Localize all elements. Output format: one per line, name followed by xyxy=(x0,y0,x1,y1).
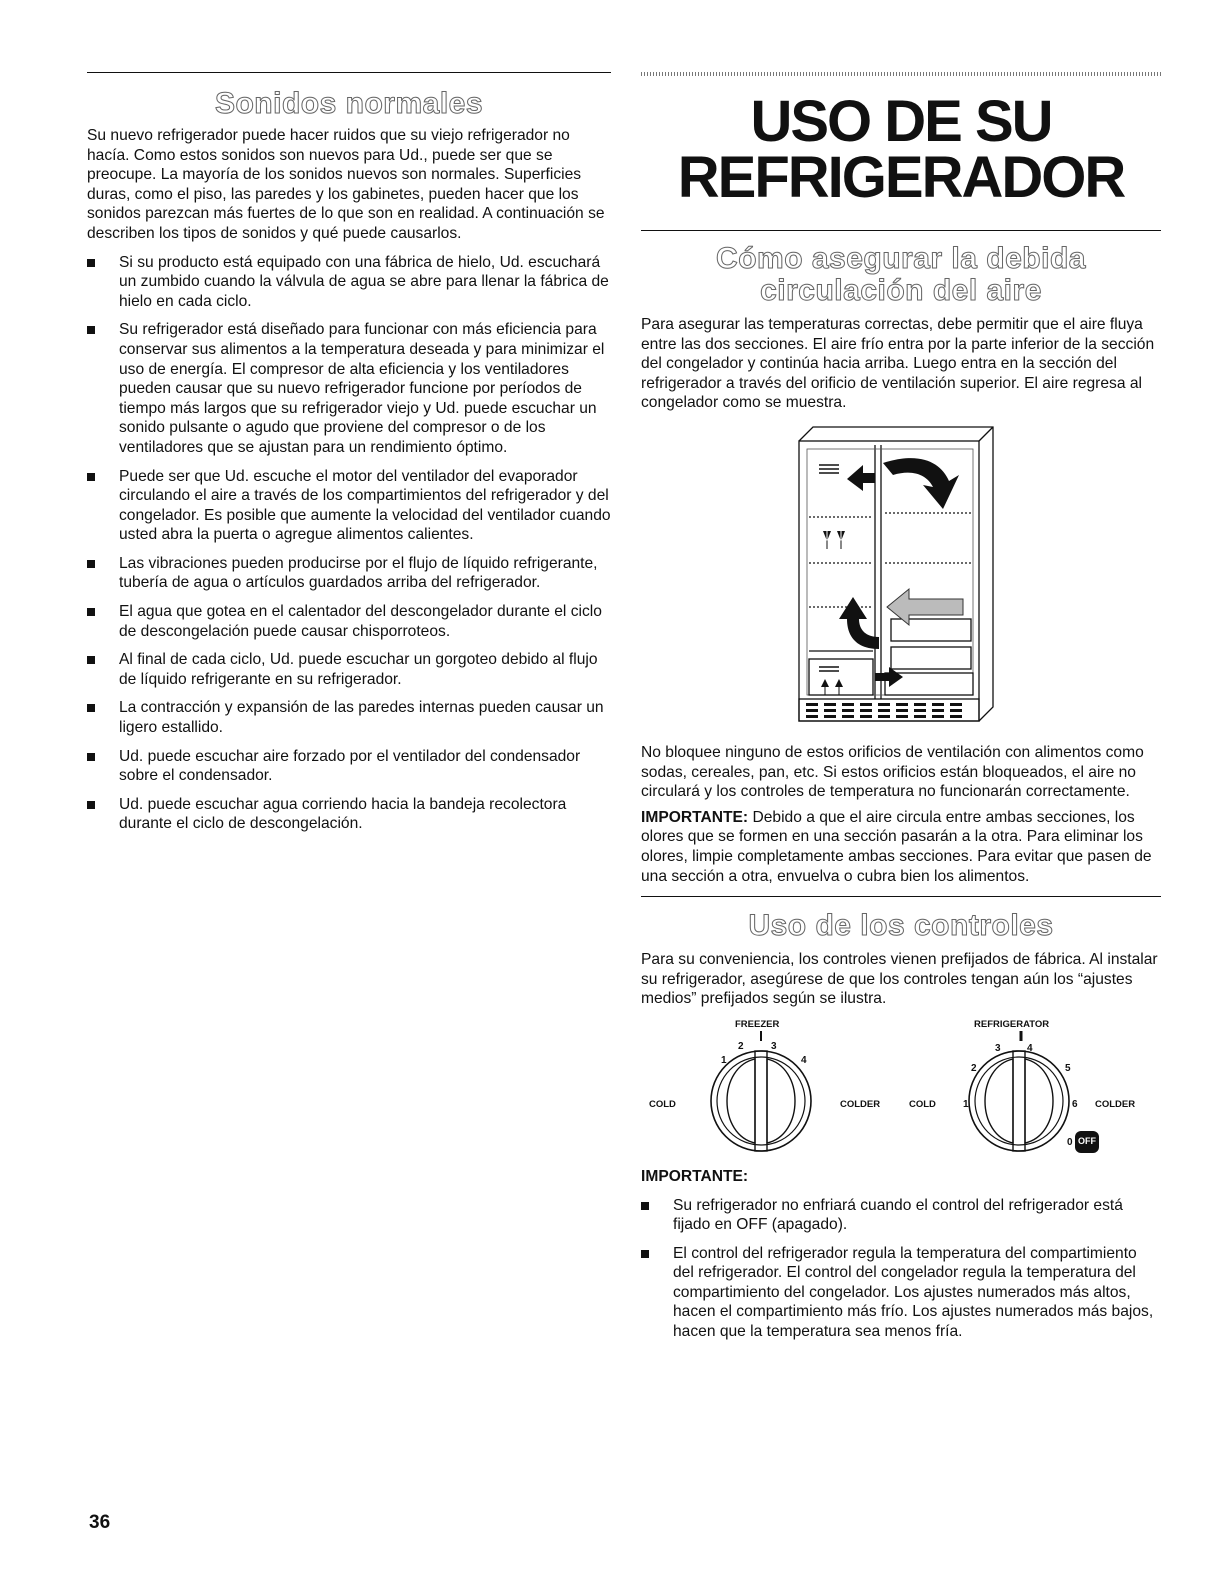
section-rule xyxy=(641,896,1161,897)
airflow-diagram xyxy=(641,423,1161,733)
freezer-cold-label: COLD xyxy=(649,1098,676,1110)
bullet-icon xyxy=(87,801,95,809)
bullet-icon xyxy=(87,608,95,616)
bullet-icon xyxy=(641,1202,649,1210)
bullet-icon xyxy=(87,753,95,761)
refrigerator-airflow-illustration xyxy=(641,423,1161,733)
list-item: Al final de cada ciclo, Ud. puede escuchar un gorgoteo debido al flujo de líquido refrigerante en su refrigerador. xyxy=(87,650,611,689)
bullet-icon xyxy=(87,704,95,712)
freezer-label: FREEZER xyxy=(735,1018,780,1030)
controls-heading: Uso de los controles xyxy=(748,909,1054,943)
list-item: Ud. puede escuchar agua corriendo hacia la bandeja recolectora durante el ciclo de descongelación. xyxy=(87,795,611,834)
list-item: La contracción y expansión de las paredes internas pueden causar un ligero estallido. xyxy=(87,698,611,737)
normal-sounds-list xyxy=(87,253,611,834)
dotted-rule xyxy=(641,72,1161,76)
normal-sounds-heading: Sonidos normales xyxy=(214,87,484,120)
page-number: 36 xyxy=(89,1512,111,1533)
bullet-icon xyxy=(641,1250,649,1258)
bullet-icon xyxy=(87,656,95,664)
temperature-dials: FREEZER REFRIGERATOR COLD COLDER COLD COLDER 1 2 3 4 1 2 3 4 5 6 0 OFF xyxy=(641,1015,1161,1165)
bullet-icon xyxy=(87,473,95,481)
list-item: Su refrigerador está diseñado para funcionar con más eficiencia para conservar sus alimentos a la temperatura deseada y para minimizar el uso de energía. El compresor de alta eficiencia y los ventiladores pueden causar que su nuevo refrigerador funcione por períodos de tiempo más largos que su refrigerador viejo y Ud. puede escuchar un sonido pulsante o agudo que proviene del compresor o de los ventiladores que se ajustan para un rendimiento óptimo. xyxy=(87,320,611,457)
air-circulation-text: Para asegurar las temperaturas correctas, debe permitir que el aire fluya entre las dos secciones. El aire frío entra por la parte inferior de la sección del congelador y continúa hacia arriba. Luego entra en la sección del refrigerador a través del orificio de ventilación superior. El aire regresa al congelador como se muestra. xyxy=(641,316,1155,412)
important-controls-label: IMPORTANTE: xyxy=(641,1167,749,1185)
freezer-colder-label: COLDER xyxy=(840,1098,881,1110)
list-item: Ud. puede escuchar aire forzado por el ventilador del condensador sobre el condensador. xyxy=(87,747,611,786)
bullet-icon xyxy=(87,259,95,267)
list-item: El agua que gotea en el calentador del descongelador durante el ciclo de descongelación puede causar chisporroteos. xyxy=(87,602,611,641)
freezer-dial[interactable] xyxy=(703,1029,833,1159)
bullet-icon xyxy=(87,560,95,568)
list-item: Su refrigerador no enfriará cuando el control del refrigerador está fijado en OFF (apagado). xyxy=(641,1196,1161,1235)
refrigerator-label: REFRIGERATOR xyxy=(974,1018,1050,1030)
right-column xyxy=(641,72,1161,1342)
list-item: Puede ser que Ud. escuche el motor del ventilador del evaporador circulando el aire a través de los compartimientos del refrigerador y del congelador. Es posible que aumente la velocidad del ventilador cuando usted abra la puerta o agregue alimentos calientes. xyxy=(87,467,611,545)
important-note: IMPORTANTE: Debido a que el aire circula entre ambas secciones, los olores que se formen en una sección pasarán a la otra. Para eliminar los olores, limpie completamente ambas secciones. Para evitar que pasen de una sección a otra, envuelva o cubra bien los alimentos. xyxy=(641,808,1152,885)
refrigerator-cold-label: COLD xyxy=(909,1098,936,1110)
vent-warning-text: No bloquee ninguno de estos orificios de ventilación con alimentos como sodas, cereales, pan, etc. Si estos orificios están bloqueados, el aire no circulará y los controles de temperatura no funcionarán correctamente. xyxy=(641,743,1144,801)
air-circulation-heading: Cómo asegurar la debida circulación del aire xyxy=(716,242,1086,307)
controls-list xyxy=(641,1196,1161,1342)
refrigerator-colder-label: COLDER xyxy=(1095,1098,1136,1110)
page-title: USO DE SU REFRIGERADOR xyxy=(677,89,1125,210)
bullet-icon xyxy=(87,326,95,334)
section-rule xyxy=(87,72,611,73)
list-item: Si su producto está equipado con una fábrica de hielo, Ud. escuchará un zumbido cuando la válvula de agua se abre para llenar la fábrica de hielo en cada ciclo. xyxy=(87,253,611,312)
list-item: El control del refrigerador regula la temperatura del compartimiento del refrigerador. El control del congelador regula la temperatura del compartimiento del congelador. Los ajustes numerados más altos, hacen el compartimiento más frío. Los ajustes numerados más bajos, hacen que la temperatura sea menos fría. xyxy=(641,1244,1161,1342)
controls-intro: Para su conveniencia, los controles vienen prefijados de fábrica. Al instalar su refrigerador, asegúrese de que los controles tengan aún los “ajustes medios” prefijados según se ilustra. xyxy=(641,951,1158,1008)
off-badge: OFF xyxy=(1075,1131,1099,1153)
list-item: Las vibraciones pueden producirse por el flujo de líquido refrigerante, tubería de agua o artículos guardados arriba del refrigerador. xyxy=(87,554,611,593)
normal-sounds-intro: Su nuevo refrigerador puede hacer ruidos que su viejo refrigerador no hacía. Como estos sonidos son nuevos para Ud., puede ser que se preocupe. La mayoría de los sonidos nuevos son normales. Superficies duras, como el piso, las paredes y los gabinetes, pueden hacer que los sonidos parezcan más fuertes de lo que son en realidad. A continuación se describen los tipos de sonidos y qué puede causarlos. xyxy=(87,127,605,242)
section-rule xyxy=(641,230,1161,231)
left-column xyxy=(87,72,611,834)
